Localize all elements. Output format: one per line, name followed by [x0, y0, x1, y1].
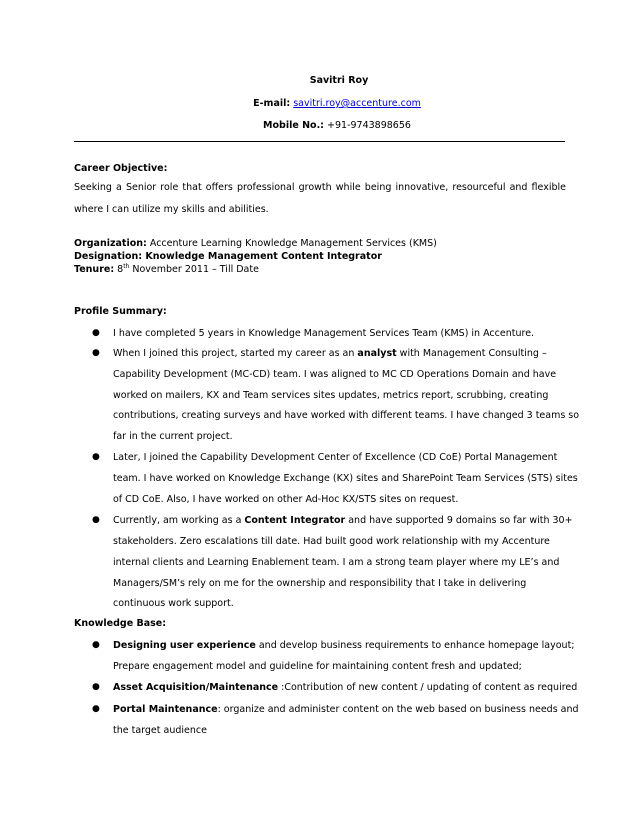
profile-bullet-line: Managers/SM’s rely on me for the ownership and responsibility that I take in delivering: [113, 578, 527, 589]
organization-line: [74, 238, 566, 249]
bullet-text: : organize and administer content on the web based on business needs and: [217, 704, 579, 715]
header-divider: [74, 141, 565, 142]
organization-label: Organization:: [74, 238, 147, 249]
profile-bullet-line: contributions, creating surveys and have worked with different teams. I have changed 3 teams so: [113, 410, 580, 421]
tenure-day-suffix: th: [123, 262, 130, 270]
bullet-icon: ●: [92, 515, 100, 525]
profile-bullet-line: worked on mailers, KX and Team services sites updates, metrics report, scrubbing, creating: [113, 390, 549, 401]
tenure-line: [74, 264, 566, 275]
knowledge-base-heading: Knowledge Base:: [74, 618, 167, 629]
bullet-text: :Contribution of new content / updating of content as required: [278, 682, 578, 693]
career-objective-heading: Career Objective:: [74, 163, 168, 174]
bullet-icon: ●: [92, 682, 100, 692]
bullet-bold-text: analyst: [357, 348, 397, 359]
email-label: E-mail:: [253, 98, 291, 109]
organization-value: Accenture Learning Knowledge Management Services (KMS): [149, 238, 437, 249]
career-objective-line: Seeking a Senior role that offers professional growth while being innovative, resourceful and flexible: [74, 182, 566, 193]
profile-bullet-line: Later, I joined the Capability Development Center of Excellence (CD CoE) Portal Management: [113, 452, 558, 463]
career-objective-line: where I can utilize my skills and abilities.: [74, 204, 269, 215]
knowledge-bullet-line: Prepare engagement model and guideline for maintaining content fresh and updated;: [113, 661, 522, 672]
profile-bullet-line: of CD CoE. Also, I have worked on other Ad-Hoc KX/STS sites on request.: [113, 494, 459, 505]
profile-bullet-line: I have completed 5 years in Knowledge Management Services Team (KMS) in Accenture.: [113, 328, 535, 339]
profile-bullet-line: team. I have worked on Knowledge Exchange (KX) sites and SharePoint Team Services (STS) sites: [113, 473, 578, 484]
mobile-label: Mobile No.:: [263, 120, 324, 131]
email-line: [18, 98, 638, 109]
tenure-rest: November 2011 – Till Date: [132, 264, 259, 275]
knowledge-bullet-line: the target audience: [113, 725, 207, 736]
bullet-text: and develop business requirements to enhance homepage layout;: [255, 640, 575, 651]
bullet-bold-text: Designing user experience: [113, 640, 256, 651]
designation-line: Designation: Knowledge Management Content Integrator: [74, 251, 382, 262]
bullet-icon: ●: [92, 452, 100, 462]
profile-bullet-line: continuous work support.: [113, 598, 234, 609]
bullet-bold-text: Content Integrator: [244, 515, 346, 526]
knowledge-bullet-line: [113, 704, 579, 715]
bullet-icon: ●: [92, 328, 100, 338]
bullet-icon: ●: [92, 640, 100, 650]
email-link[interactable]: savitri.roy@accenture.com: [293, 98, 421, 109]
mobile-number: +91-9743898656: [327, 120, 411, 131]
tenure-label: Tenure:: [74, 264, 115, 275]
knowledge-bullet-line: [113, 682, 578, 693]
profile-summary-heading: Profile Summary:: [74, 306, 167, 317]
bullet-text: When I joined this project, started my career as an: [113, 348, 358, 359]
bullet-bold-text: Asset Acquisition/Maintenance: [113, 682, 279, 693]
bullet-text: Currently, am working as a: [113, 515, 245, 526]
bullet-text: with Management Consulting –: [396, 348, 547, 359]
knowledge-bullet-line: [113, 640, 575, 651]
profile-bullet-line: [113, 348, 563, 359]
tenure-day: 8: [117, 264, 124, 275]
bullet-text: and have supported 9 domains so far with 30+: [345, 515, 573, 526]
bullet-bold-text: Portal Maintenance: [113, 704, 218, 715]
profile-bullet-line: far in the current project.: [113, 431, 233, 442]
mobile-line: [18, 120, 638, 131]
candidate-name: Savitri Roy: [309, 75, 369, 86]
bullet-icon: ●: [92, 348, 100, 358]
profile-bullet-line: [113, 515, 573, 526]
profile-bullet-line: stakeholders. Zero escalations till date. Had built good work relationship with my Accenture: [113, 536, 550, 547]
profile-bullet-line: Capability Development (MC-CD) team. I was aligned to MC CD Operations Domain and have: [113, 369, 557, 380]
bullet-icon: ●: [92, 704, 100, 714]
profile-bullet-line: internal clients and Learning Enablement team. I am a strong team player where my LE’s and: [113, 557, 560, 568]
